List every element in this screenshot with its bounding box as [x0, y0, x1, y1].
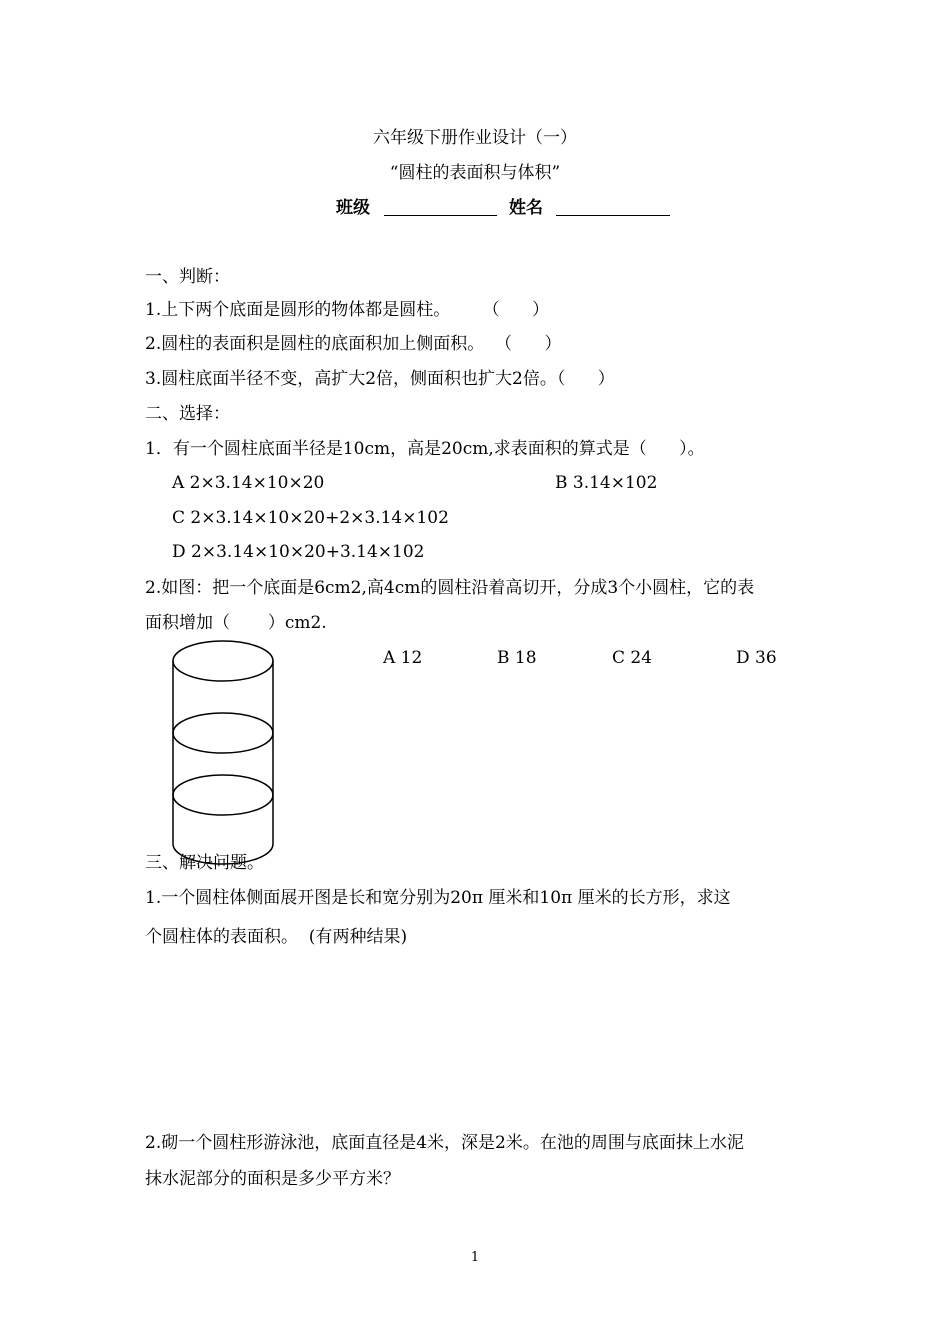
worksheet-title: 六年级下册作业设计（一）	[373, 128, 577, 148]
page-number: 1	[470, 1250, 480, 1265]
judge-item-3: 3.圆柱底面半径不变，高扩大2倍，侧面积也扩大2倍。（ ）	[145, 369, 615, 389]
class-blank[interactable]	[384, 197, 497, 216]
choice-q1-option-c: C 2×3.14×10×20+2×3.14×102	[172, 508, 449, 528]
worksheet-subtitle: “圆柱的表面积与体积”	[389, 163, 561, 183]
section-heading-judge: 一、判断：	[145, 267, 230, 287]
judge-item-1: 1.上下两个底面是圆形的物体都是圆柱。 （ ）	[145, 300, 550, 320]
problem-1-line2: 个圆柱体的表面积。 (有两种结果)	[145, 927, 408, 947]
class-label: 班级	[336, 198, 370, 218]
choice-q1-option-b: B 3.14×102	[555, 473, 658, 493]
name-label: 姓名	[509, 198, 543, 218]
choice-q2-option-c: C 24	[612, 648, 653, 668]
choice-q2-stem-line1: 2.如图：把一个底面是6cm2,高4cm的圆柱沿着高切开，分成3个小圆柱，它的表	[145, 578, 755, 598]
choice-q2-option-a: A 12	[383, 648, 423, 668]
section-heading-solve: 三、解决问题。	[145, 853, 264, 873]
cylinder-cut-ellipse-2	[173, 775, 273, 815]
name-blank[interactable]	[556, 197, 670, 216]
cylinder-cut-ellipse-1	[173, 713, 273, 753]
judge-item-2: 2.圆柱的表面积是圆柱的底面积加上侧面积。 （ ）	[145, 334, 562, 354]
choice-q2-stem-line2: 面积增加（ ）cm2.	[145, 613, 327, 633]
choice-q2-option-b: B 18	[497, 648, 537, 668]
cylinder-top-ellipse	[173, 641, 273, 681]
choice-q2-option-d: D 36	[736, 648, 777, 668]
section-heading-choice: 二、选择：	[145, 404, 230, 424]
choice-q1-option-d: D 2×3.14×10×20+3.14×102	[172, 542, 425, 562]
problem-1-line1: 1.一个圆柱体侧面展开图是长和宽分别为20π 厘米和10π 厘米的长方形，求这	[145, 888, 731, 908]
choice-q1-option-a: A 2×3.14×10×20	[172, 473, 325, 493]
problem-2-line2: 抹水泥部分的面积是多少平方米？	[145, 1169, 400, 1189]
choice-q1-stem: 1．有一个圆柱底面半径是10cm，高是20cm,求表面积的算式是（ ）。	[145, 439, 705, 459]
cylinder-figure	[168, 638, 278, 868]
problem-2-line1: 2.砌一个圆柱形游泳池，底面直径是4米，深是2米。在池的周围与底面抹上水泥	[145, 1133, 744, 1153]
